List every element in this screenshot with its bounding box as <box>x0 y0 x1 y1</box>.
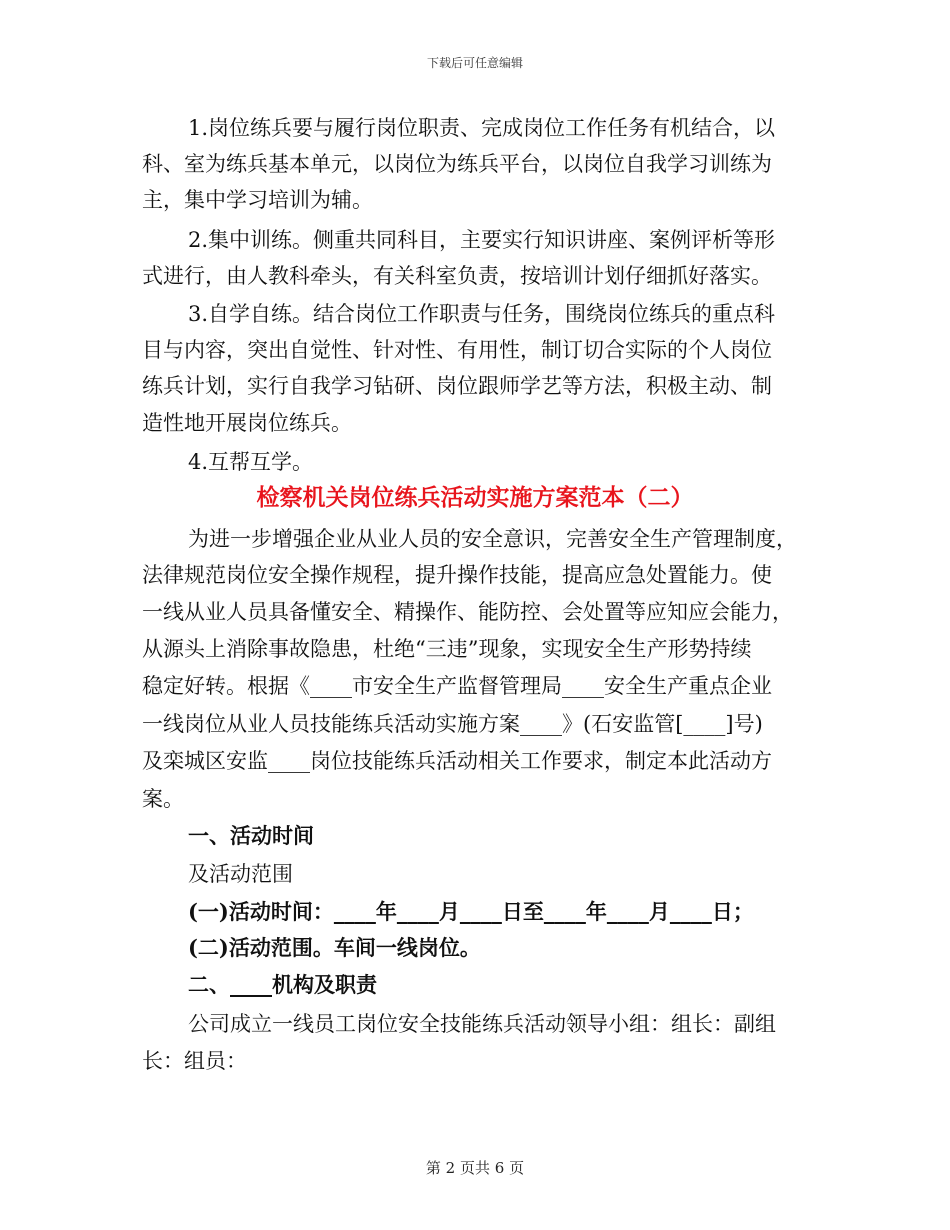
section-1-item-1: (一)活动时间：____年____月____日至____年____月____日； <box>188 899 754 924</box>
paragraph-4: 4.互帮互学。 <box>188 450 314 474</box>
intro-line-2: 法律规范岗位安全操作规程，提升操作技能，提高应急处置能力。使 <box>142 563 772 587</box>
section-2-body-line-1: 公司成立一线员工岗位安全技能练兵活动领导小组：组长：副组 <box>188 1012 776 1036</box>
paragraph-3-line-4: 造性地开展岗位练兵。 <box>142 411 352 435</box>
paragraph-1-line-1: 1.岗位练兵要与履行岗位职责、完成岗位工作任务有机结合，以 <box>188 116 776 140</box>
intro-line-7: 及栾城区安监____岗位技能练兵活动相关工作要求，制定本此活动方 <box>142 749 772 773</box>
intro-line-1: 为进一步增强企业从业人员的安全意识，完善安全生产管理制度， <box>188 527 797 551</box>
intro-line-3: 一线从业人员具备懂安全、精操作、能防控、会处置等应知应会能力， <box>142 600 793 624</box>
paragraph-1-line-3: 主，集中学习培训为辅。 <box>142 188 373 212</box>
section-1-item-2: (二)活动范围。车间一线岗位。 <box>188 935 481 960</box>
paragraph-3-line-1: 3.自学自练。结合岗位工作职责与任务，围绕岗位练兵的重点科 <box>188 302 776 326</box>
paragraph-2-line-2: 式进行，由人教科牵头，有关科室负责，按培训计划仔细抓好落实。 <box>142 264 772 288</box>
paragraph-1-line-2: 科、室为练兵基本单元，以岗位为练兵平台，以岗位自我学习训练为 <box>142 152 772 176</box>
page-header: 下载后可任意编辑 <box>426 56 523 70</box>
page-footer: 第 2 页共 6 页 <box>425 1159 525 1177</box>
section-2-heading: 二、____机构及职责 <box>188 972 377 997</box>
paragraph-3-line-3: 练兵计划，实行自我学习钻研、岗位跟师学艺等方法，积极主动、制 <box>142 374 772 398</box>
paragraph-3-line-2: 目与内容，突出自觉性、针对性、有用性，制订切合实际的个人岗位 <box>142 338 772 362</box>
intro-line-8: 案。 <box>142 787 184 811</box>
section-1-heading: 一、活动时间 <box>188 823 314 848</box>
section-title: 检察机关岗位练兵活动实施方案范本（二） <box>256 484 694 511</box>
section-1-subheading: 及活动范围 <box>188 862 293 886</box>
section-2-body-line-2: 长：组员： <box>142 1049 247 1073</box>
paragraph-2-line-1: 2.集中训练。侧重共同科目，主要实行知识讲座、案例评析等形 <box>188 228 776 252</box>
intro-line-4: 从源头上消除事故隐患，杜绝“三违”现象，实现安全生产形势持续 <box>142 637 752 661</box>
intro-line-6: 一线岗位从业人员技能练兵活动实施方案____》(石安监管[____]号) <box>142 712 763 736</box>
intro-line-5: 稳定好转。根据《____市安全生产监督管理局____安全生产重点企业 <box>142 674 772 698</box>
